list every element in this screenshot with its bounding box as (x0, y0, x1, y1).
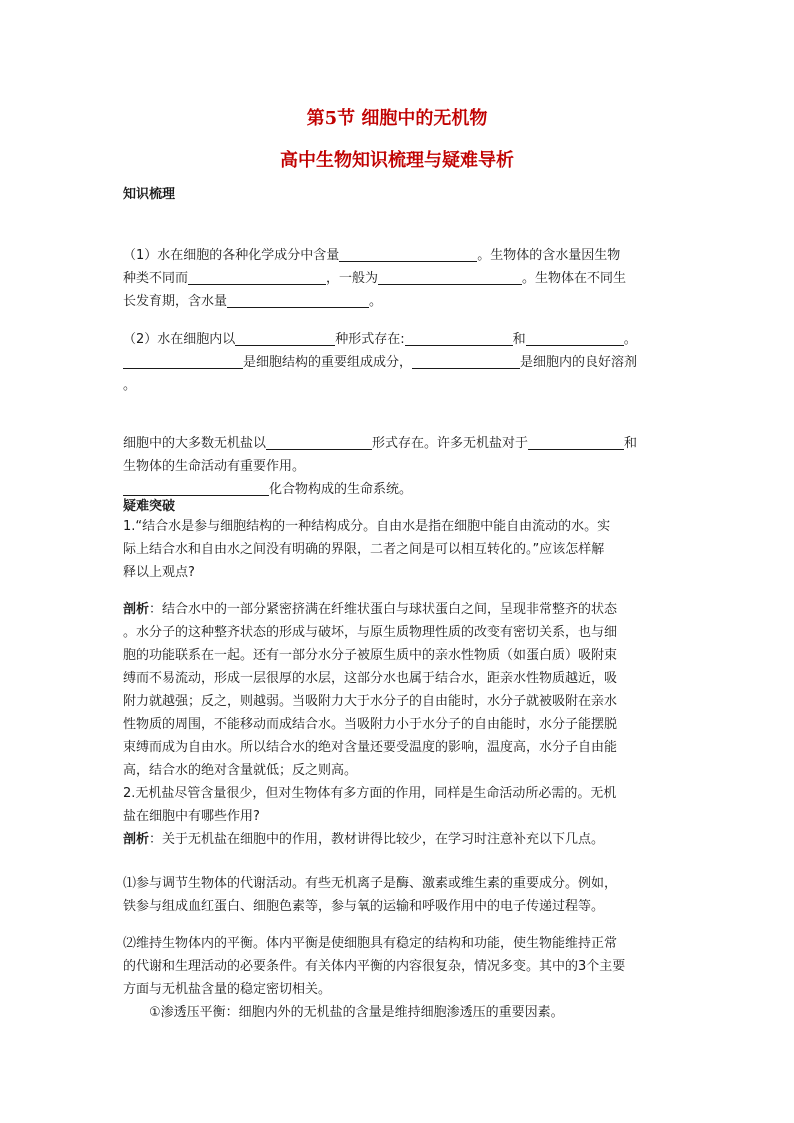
fill-in-blank (339, 245, 477, 262)
text-line: 性物质的周围，不能移动而成结合水。当吸附力小于水分子的自由能时，水分子能摆脱 (123, 717, 618, 732)
text-fragment: 种类不同而 (123, 271, 189, 286)
text-line: 缚而不易流动，形成一层很厚的水层，这部分水也属于结合水，距亲水性物质越近，吸 (123, 671, 618, 686)
knowledge-paragraph-2 (123, 328, 671, 397)
fill-in-blank (378, 268, 522, 285)
text-fragment: 细胞中的大多数无机盐以 (123, 436, 267, 451)
text-fragment: 。生物体在不同生 (522, 271, 627, 286)
text-fragment: （2）水在细胞内以 (123, 332, 236, 347)
text-fragment: 长发育期，含水量 (123, 294, 228, 309)
fill-in-blank (188, 268, 326, 285)
fill-in-blank (123, 352, 243, 369)
text-fragment: （1）水在细胞的各种化学成分中含量 (123, 248, 340, 263)
text-fragment: 和 (624, 436, 638, 451)
page-title: 第5节 细胞中的无机物 (306, 108, 488, 129)
fill-in-blank (528, 433, 624, 450)
text-fragment: 是细胞内的良好溶剂 (520, 355, 638, 370)
text-fragment: 。 (123, 378, 137, 393)
text-line: 胞的功能联系在一起。还有一部分水分子被原生质中的亲水性物质（如蛋白质）吸附束 (123, 648, 618, 663)
text-fragment: 种形式存在: (335, 332, 405, 347)
text-fragment: 生物体的生命活动有重要作用。 (123, 459, 306, 474)
section-heading-difficulty: 疑难突破 (123, 499, 176, 514)
text-fragment: 。生物体的含水量因生物 (477, 248, 621, 263)
section-heading-knowledge: 知识梳理 (123, 187, 176, 202)
answer-2 (123, 828, 671, 851)
text-fragment: ：关于无机盐在细胞中的作用，教材讲得比较少，在学习时注意补充以下几点。 (149, 832, 605, 847)
text-line: ①渗透压平衡：细胞内外的无机盐的含量是维持细胞渗透压的重要因素。 (149, 1005, 564, 1020)
text-line: 。水分子的这种整齐状态的形成与破坏，与原生质物理性质的改变有密切关系，也与细 (123, 625, 618, 640)
fill-in-blank (526, 329, 624, 346)
text-line: 高，结合水的绝对含量就低；反之则高。 (123, 763, 358, 778)
text-line: 释以上观点? (123, 565, 195, 580)
text-fragment: ，一般为 (326, 271, 379, 286)
page-subtitle: 高中生物知识梳理与疑难导析 (280, 150, 514, 171)
analysis-label: 剖析 (123, 602, 150, 617)
text-fragment: 和 (512, 332, 526, 347)
text-line: 盐在细胞中有哪些作用? (123, 809, 260, 824)
fill-in-blank (266, 433, 372, 450)
text-line: 铁参与组成血红蛋白、细胞色素等，参与氧的运输和呼吸作用中的电子传递过程等。 (123, 899, 605, 914)
analysis-label: 剖析 (123, 832, 150, 847)
text-line: 束缚而成为自由水。所以结合水的绝对含量还要受温度的影响，温度高，水分子自由能 (123, 740, 618, 755)
text-line: 方面与无机盐含量的稳定密切相关。 (123, 982, 332, 997)
text-line: ⑵维持生物体内的平衡。体内平衡是使细胞具有稳定的结构和功能，使生物能维持正常 (123, 936, 618, 951)
text-fragment: 。 (369, 294, 383, 309)
question-2 (123, 782, 671, 828)
text-fragment: 。 (623, 332, 637, 347)
text-fragment: 化合物构成的生命系统。 (269, 482, 413, 497)
text-line: ⑴参与调节生物体的代谢活动。有些无机离子是酶、激素或维生素的重要成分。例如， (123, 876, 618, 891)
text-line: 际上结合水和自由水之间没有明确的界限，二者之间是可以相互转化的。”应该怎样解 (123, 542, 605, 557)
question-1 (123, 515, 671, 584)
text-fragment: 是细胞结构的重要组成成分， (243, 355, 413, 370)
point-1 (123, 872, 671, 918)
fill-in-blank (227, 291, 369, 308)
text-fragment: ：结合水中的一部分紧密挤满在纤维状蛋白与球状蛋白之间，呈现非常整齐的状态 (149, 602, 618, 617)
point-2 (123, 932, 671, 1024)
answer-1 (123, 598, 671, 782)
knowledge-paragraph-3 (123, 432, 671, 501)
knowledge-paragraph-1 (123, 244, 671, 313)
fill-in-blank (412, 352, 520, 369)
fill-in-blank (235, 329, 335, 346)
text-line: 2.无机盐尽管含量很少，但对生物体有多方面的作用，同样是生命活动所必需的。无机 (123, 786, 617, 801)
fill-in-blank (123, 479, 269, 496)
fill-in-blank (405, 329, 513, 346)
text-line: 1.“结合水是参与细胞结构的一种结构成分。自由水是指在细胞中能自由流动的水。实 (123, 519, 611, 534)
text-line: 的代谢和生理活动的必要条件。有关体内平衡的内容很复杂，情况多变。其中的3个主要 (123, 959, 626, 974)
text-fragment: 形式存在。许多无机盐对于 (372, 436, 529, 451)
text-line: 附力就越强；反之，则越弱。当吸附力大于水分子的自由能时，水分子就被吸附在亲水 (123, 694, 618, 709)
